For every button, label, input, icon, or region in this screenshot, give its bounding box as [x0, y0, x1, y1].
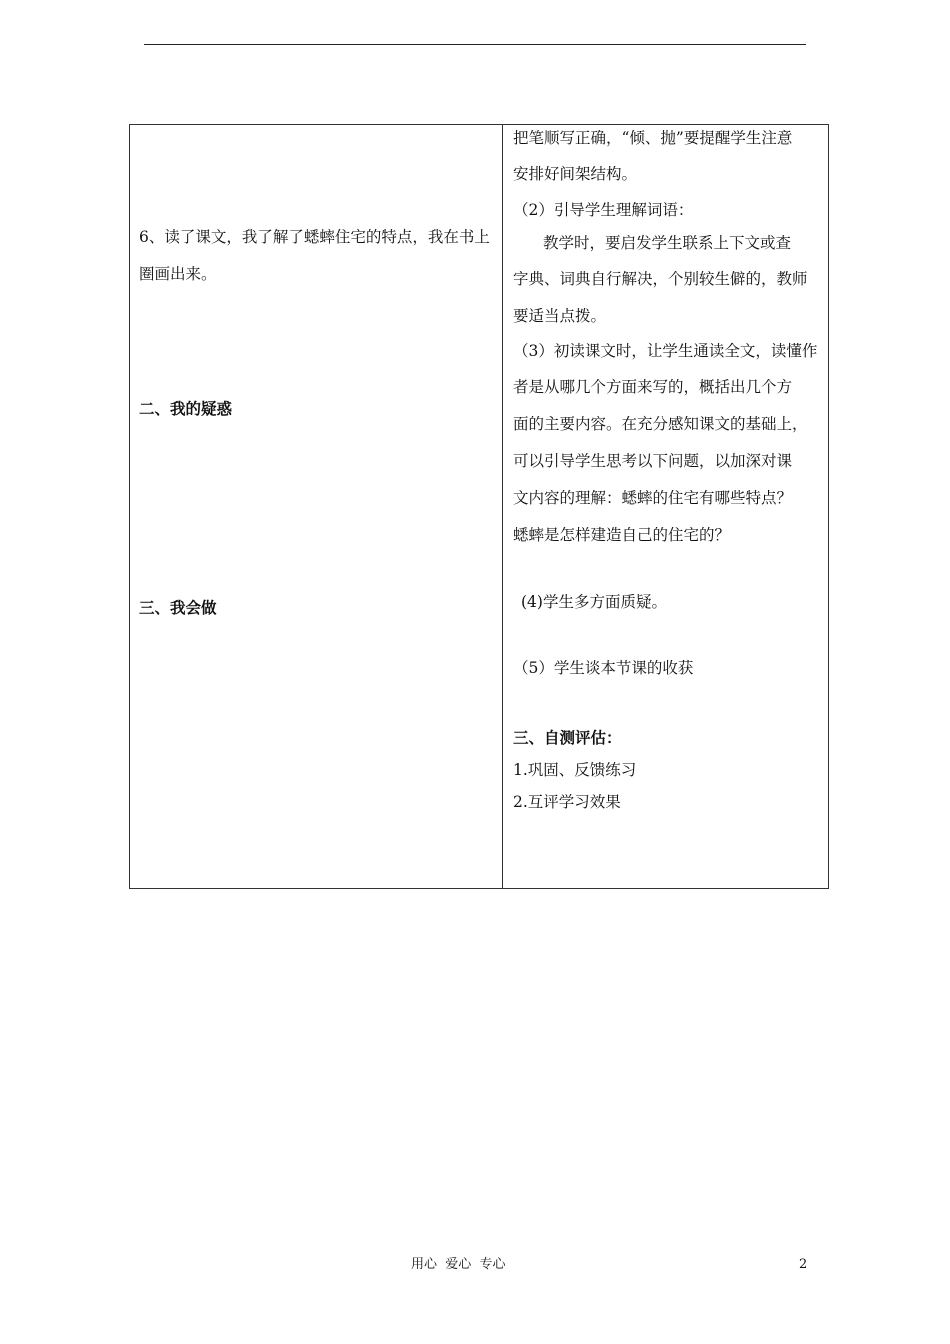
right-text-line: （2）引导学生理解词语：: [513, 201, 694, 219]
section-heading-doubts: 二、我的疑惑: [139, 399, 233, 418]
right-text-line: 者是从哪几个方面来写的，概括出几个方: [513, 378, 793, 396]
footer-motto: 用心 爱心 专心: [411, 1257, 506, 1272]
left-item6-line2: 圈画出来。: [139, 265, 217, 283]
right-text-line: 安排好间架结构。: [513, 165, 638, 183]
eval-item: 2.互评学习效果: [513, 793, 621, 811]
section-heading-self-eval: 三、自测评估：: [513, 728, 622, 747]
right-text-line: 教学时，要启发学生联系上下文或查: [543, 234, 792, 252]
left-item6-line1: 6、读了课文，我了解了蟋蟀住宅的特点，我在书上: [139, 228, 490, 246]
eval-item: 1.巩固、反馈练习: [513, 761, 637, 779]
right-text-line: 可以引导学生思考以下问题，以加深对课: [513, 452, 793, 470]
right-text-line: 面的主要内容。在充分感知课文的基础上，: [513, 415, 808, 433]
header-rule: [144, 44, 806, 45]
section-heading-practice: 三、我会做: [139, 598, 217, 617]
column-divider: [502, 125, 503, 888]
right-text-line: (4)学生多方面质疑。: [521, 593, 667, 611]
right-text-line: （3）初读课文时，让学生通读全文，读懂作: [513, 342, 818, 360]
right-text-line: 文内容的理解：蟋蟀的住宅有哪些特点？: [513, 489, 793, 507]
right-text-line: 蟋蟀是怎样建造自己的住宅的？: [513, 526, 731, 544]
lesson-table: [129, 124, 829, 889]
right-text-line: 把笔顺写正确，“倾、抛”要提醒学生注意: [513, 129, 793, 147]
right-text-line: 要适当点拨。: [513, 307, 607, 325]
right-text-line: 字典、词典自行解决，个别较生僻的，教师: [513, 270, 808, 288]
right-text-line: （5）学生谈本节课的收获: [513, 659, 694, 677]
page-number: 2: [799, 1257, 808, 1272]
